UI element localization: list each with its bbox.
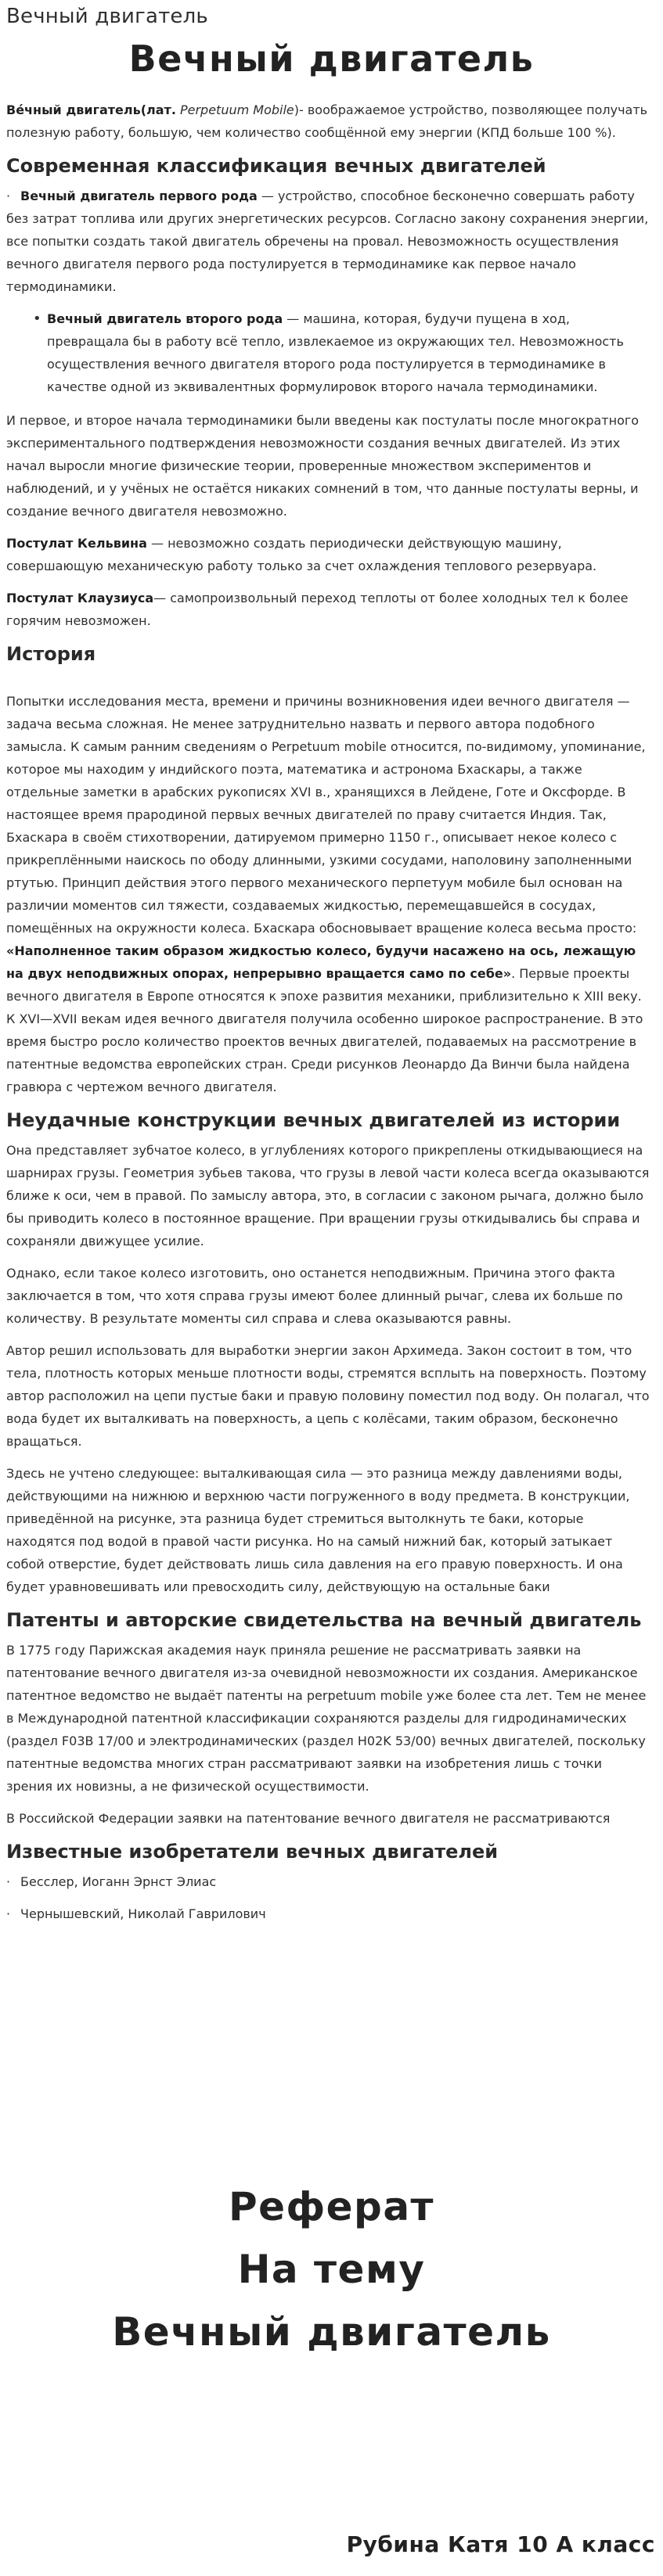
- heading-classification: Современная классификация вечных двигателей: [6, 155, 546, 177]
- patents-paragraph-2: В Российской Федерации заявки на патентование вечного двигателя не рассматриваются: [6, 1811, 611, 1826]
- intro-text: )- воображаемое устройство, позволяющее получать полезную работу, большую, чем количество сообщённой ему энергии (КПД больше 100 %).: [6, 102, 648, 140]
- inventor-name: Чернышевский, Николай Гаврилович: [20, 1906, 266, 1921]
- history-paragraph: [6, 690, 652, 1098]
- second-kind-item: [34, 307, 652, 398]
- clausius-paragraph: [6, 587, 652, 632]
- second-kind-list: [6, 307, 652, 398]
- failed-paragraph-4: Здесь не учтено следующее: выталкивающая сила — это разница между давлениями воды, действующими на нижнюю и верхнюю части погруженного в воду предмета. В конструкции, приведённой на рисунке, эта разница будет стремиться вытолкнуть те баки, которые находятся под водой в правой части рисунка. Но на самый нижний бак, который затыкает собой отверстие, будет действовать лишь сила давления на его правую поверхность. И она будет уравновешивать или превосходить силу, действующую на остальные баки: [6, 1466, 630, 1594]
- failed-paragraph-3: Автор решил использовать для выработки энергии закон Архимеда. Закон состоит в том, что тела, плотность которых меньше плотности воды, стремятся всплыть на поверхность. Поэтому автор расположил на цепи пустые баки и правую половину поместил под воду. Он полагал, что вода будет их выталкивать на поверхность, а цепь с колёсами, таким образом, бесконечно вращаться.: [6, 1343, 650, 1449]
- history-quote: «Наполненное таким образом жидкостью колесо, будучи насажено на ось, лежащую на двух неподвижных опорах, непрерывно вращается само по себе»: [6, 943, 636, 981]
- inventor-item: [6, 1902, 652, 1925]
- cover-line-topic: На тему: [237, 2247, 426, 2292]
- second-kind-term: Вечный двигатель второго рода: [47, 311, 283, 326]
- cover-line-report: Реферат: [228, 2184, 435, 2229]
- first-kind-paragraph: [6, 185, 652, 298]
- failed-paragraph-1: Она представляет зубчатое колесо, в углублениях которого прикреплены откидывающиеся на шарнирах грузы. Геометрия зубьев такова, что грузы в левой части колеса всегда оказываются ближе к оси, чем в правой. По замыслу автора, это, в согласии с законом рычага, должно было бы приводить колесо в постоянное вращение. При вращении грузы откидывались бы справа и сохраняли движущее усилие.: [6, 1143, 650, 1248]
- clausius-text: — самопроизвольный переход теплоты от более холодных тел к более горячим невозможен.: [6, 591, 629, 628]
- cover-line-title: Вечный двигатель: [112, 2309, 551, 2355]
- heading-inventors: Известные изобретатели вечных двигателей: [6, 1841, 499, 1863]
- history-text-before: Попытки исследования места, времени и причины возникновения идеи вечного двигателя — задача весьма сложная. Не менее затруднительно назвать и первого автора подобного замысла. К самым ранним сведениям о Perpetuum mobile относится, по-видимому, упоминание, которое мы находим у индийского поэта, математика и астронома Бхаскары, а также отдельные заметки в арабских рукописях XVI в., хранящихся в Лейдене, Готе и Оксфорде. В настоящее время прародиной первых вечных двигателей по праву считается Индия. Так, Бхаскара в своём стихотворении, датируемом примерно 1150 г., описывает некое колесо с прикреплёнными наискось по ободу длинными, узкими сосудами, наполовину заполненными ртутью. Принцип действия этого первого механического перпетуум мобиле был основан на различии моментов сил тяжести, создаваемых жидкостью, перемещавшейся в сосудах, помещённых на окружности колеса. Бхаскара обосновывает вращение колеса весьма просто:: [6, 694, 646, 936]
- bullet-mark: ·: [6, 1906, 11, 1921]
- intro-term: Ве́чный двигатель(лат.: [6, 102, 176, 117]
- thermo-paragraph: И первое, и второе начала термодинамики были введены как постулаты после многократного экспериментального подтверждения невозможности создания вечных двигателей. Из этих начал выросли многие физические теории, проверенные множеством экспериментов и наблюдений, и у учёных не остаётся никаких сомнений в том, что данные постулаты верны, и создание вечного двигателя невозможно.: [6, 413, 640, 519]
- document-label: Вечный двигатель: [6, 5, 208, 28]
- intro-paragraph: [6, 99, 652, 144]
- heading-failed-designs: Неудачные конструкции вечных двигателей из истории: [6, 1109, 621, 1131]
- inventor-item: [6, 1870, 652, 1893]
- failed-paragraph-2: Однако, если такое колесо изготовить, оно останется неподвижным. Причина этого факта заключается в том, что хотя справа грузы имеют более длинный рычаг, слева их больше по количеству. В результате моменты сил справа и слева оказываются равны.: [6, 1266, 623, 1326]
- heading-history: История: [6, 643, 96, 665]
- page-title: Вечный двигатель: [128, 38, 535, 80]
- spacer: [6, 673, 652, 690]
- bullet-mark: ·: [6, 189, 11, 203]
- patents-paragraph-1: В 1775 году Парижская академия наук приняла решение не рассматривать заявки на патентование вечного двигателя из-за очевидной невозможности их создания. Американское патентное ведомство не выдаёт патенты на perpetuum mobile уже более ста лет. Тем не менее в Международной патентной классификации сохраняются разделы для гидродинамических (раздел F03B 17/00 и электродинамических (раздел H02K 53/00) вечных двигателей, поскольку патентные ведомства многих стран рассматривают заявки на изобретения лишь с точки зрения их новизны, а не физической осуществимости.: [6, 1643, 647, 1794]
- inventor-name: Бесслер, Иоганн Эрнст Элиас: [20, 1874, 217, 1889]
- first-kind-term: Вечный двигатель первого рода: [20, 189, 258, 203]
- second-kind-text: — машина, которая, будучи пущена в ход, превращала бы в работу всё тепло, извлекаемое из окружающих тел. Невозможность осуществления вечного двигателя второго рода постулируется в термодинамике в качестве одной из эквивалентных формулировок второго начала термодинамики.: [47, 311, 624, 394]
- history-text-after: . Первые проекты вечного двигателя в Европе относятся к эпохе развития механики, приблизительно к XIII веку. К XVI—XVII векам идея вечного двигателя получила особенно широкое распространение. В это время быстро росло количество проектов вечных двигателей, подаваемых на рассмотрение в патентные ведомства европейских стран. Среди рисунков Леонардо Да Винчи была найдена гравюра с чертежом вечного двигателя.: [6, 966, 643, 1094]
- clausius-term: Постулат Клаузиуса: [6, 591, 154, 605]
- intro-latin: Perpetuum Mobile: [179, 102, 294, 117]
- cover-author: Рубина Катя 10 А класс: [346, 2531, 655, 2557]
- kelvin-paragraph: [6, 532, 652, 577]
- heading-patents: Патенты и авторские свидетельства на вечный двигатель: [6, 1609, 642, 1631]
- document-body: [6, 99, 652, 1935]
- bullet-mark: ·: [6, 1874, 11, 1889]
- first-kind-text: — устройство, способное бесконечно совершать работу без затрат топлива или других энергетических ресурсов. Согласно закону сохранения энергии, все попытки создать такой двигатель обречены на провал. Невозможность осуществления вечного двигателя первого рода постулируется в термодинамике как первое начало термодинамики.: [6, 189, 649, 294]
- kelvin-text: — невозможно создать периодически действующую машину, совершающую механическую работу только за счет охлаждения теплового резервуара.: [6, 536, 597, 573]
- kelvin-term: Постулат Кельвина: [6, 536, 147, 551]
